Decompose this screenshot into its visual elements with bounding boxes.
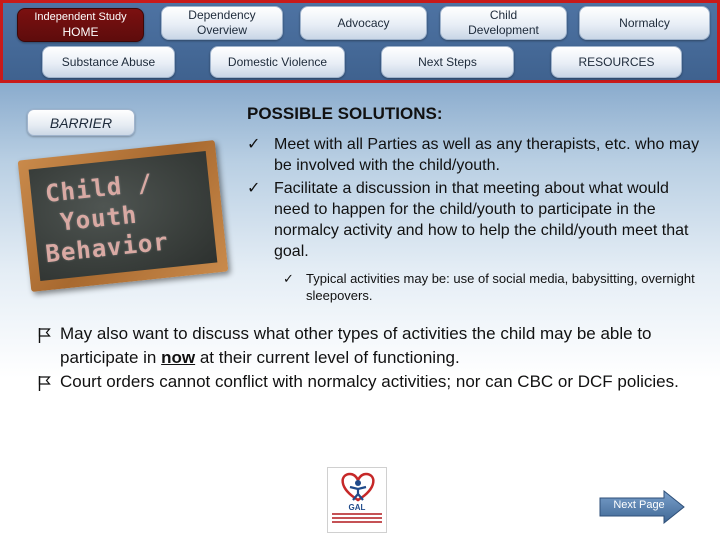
solution-item (247, 178, 702, 262)
nav-next-steps-label: Next Steps (418, 54, 477, 69)
note-emphasis: now (161, 348, 196, 367)
flag-bullet-icon (38, 326, 51, 350)
check-mark-icon: ✓ (283, 271, 294, 286)
nav-child-development-button[interactable] (440, 6, 567, 40)
note-text-part: at their current level of functioning. (195, 348, 460, 367)
note-item (38, 322, 698, 370)
nav-home-button[interactable] (17, 8, 144, 42)
next-page-label: Next Page (613, 499, 665, 511)
activity-text: Typical activities may be: use of social media, babysitting, overnight sleepovers. (306, 271, 695, 303)
activities-list (283, 270, 703, 304)
gal-logo (327, 467, 387, 533)
nav-child-sub: Development (468, 23, 539, 37)
nav-normalcy-button[interactable] (579, 6, 710, 40)
check-mark-icon: ✓ (247, 136, 261, 153)
solution-item (247, 134, 702, 176)
heart-figure-icon (328, 468, 388, 504)
nav-resources-label: RESOURCES (578, 54, 655, 69)
notes-list (38, 322, 698, 394)
nav-substance-abuse-button[interactable] (42, 46, 175, 78)
nav-dependency-button[interactable] (161, 6, 283, 40)
chalkboard-line-1: Child / (43, 168, 155, 208)
solutions-heading: POSSIBLE SOLUTIONS: (247, 104, 443, 123)
nav-advocacy-label: Advocacy (337, 15, 390, 30)
check-mark-icon: ✓ (247, 180, 261, 197)
nav-home-title: Independent Study (34, 11, 127, 23)
nav-child-title: Child (489, 8, 518, 22)
solutions-list (247, 134, 702, 264)
note-text-part: May also want to discuss what other types of activities the child may be able to participate in (60, 324, 652, 367)
solution-text: Facilitate a discussion in that meeting about what would need to happen for the child/youth to participate in the normalcy activity and how to help the child/youth meet that goal. (274, 180, 689, 260)
chalkboard-line-2: Youth (58, 200, 139, 237)
barrier-label: BARRIER (27, 109, 135, 136)
nav-domestic-violence-button[interactable] (210, 46, 345, 78)
logo-fine-print (332, 513, 382, 525)
nav-domestic-label: Domestic Violence (227, 54, 328, 69)
top-navigation (0, 0, 720, 83)
note-text: Court orders cannot conflict with normalcy activities; nor can CBC or DCF policies. (60, 372, 679, 391)
logo-text: GAL (348, 503, 366, 512)
nav-home-sub: HOME (62, 25, 99, 39)
solution-text: Meet with all Parties as well as any therapists, etc. who may be involved with the child/youth. (274, 136, 700, 174)
flag-bullet-icon (38, 374, 51, 398)
nav-next-steps-button[interactable] (381, 46, 514, 78)
nav-substance-label: Substance Abuse (61, 54, 156, 69)
nav-dependency-sub: Overview (196, 23, 247, 37)
chalkboard-slate (29, 151, 218, 281)
nav-normalcy-label: Normalcy (619, 15, 670, 30)
nav-dependency-title: Dependency (188, 8, 256, 22)
chalkboard-image (18, 140, 229, 292)
nav-advocacy-button[interactable] (300, 6, 427, 40)
note-item (38, 370, 698, 394)
nav-resources-button[interactable] (551, 46, 682, 78)
next-page-button[interactable] (598, 490, 686, 524)
chalkboard-line-3: Behavior (44, 227, 170, 269)
activity-item (283, 270, 703, 304)
